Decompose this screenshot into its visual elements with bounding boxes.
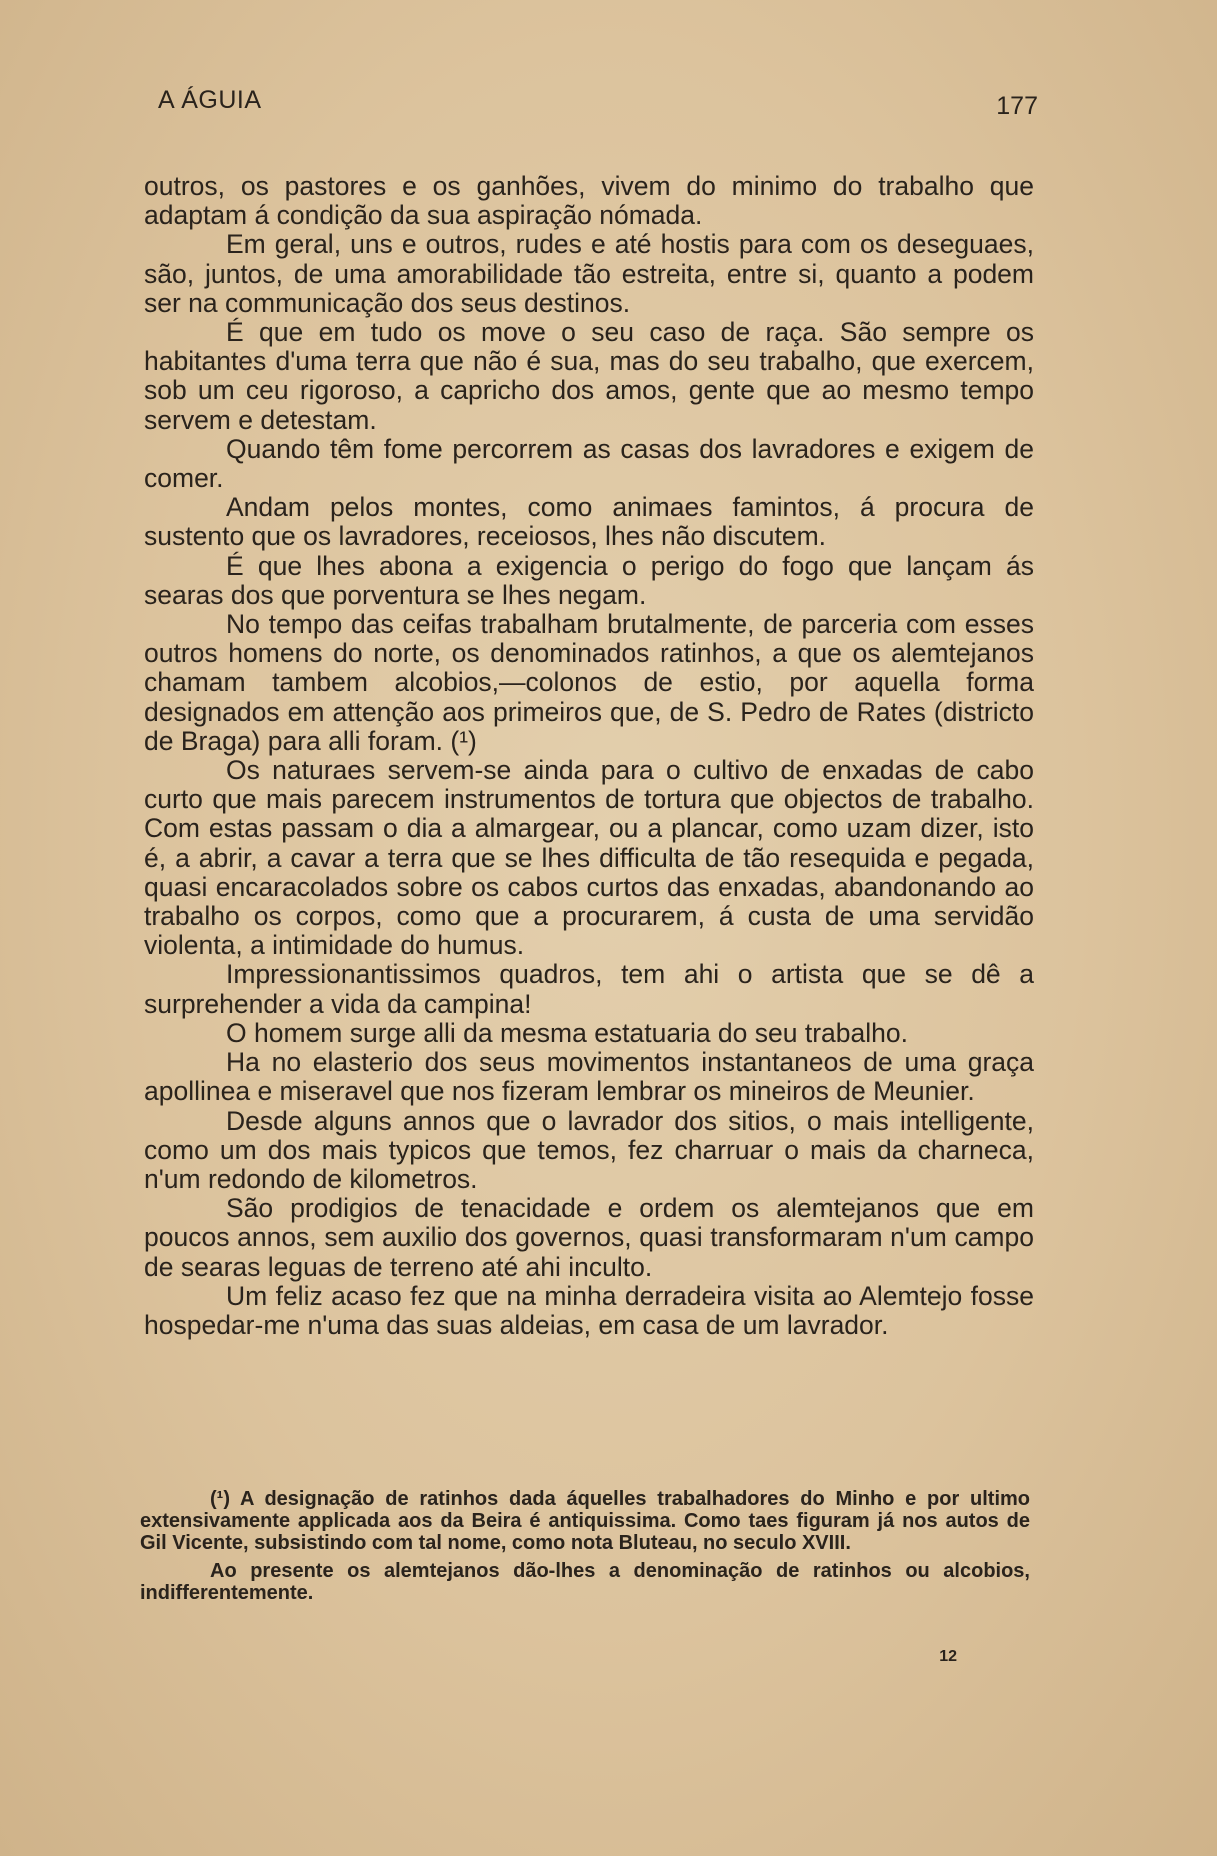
paragraph: São prodigios de tenacidade e ordem os alemtejanos que em poucos annos, sem auxilio dos governos, quasi transformaram n'um campo de searas leguas de terreno até ahi inculto. — [144, 1193, 1034, 1282]
footnote: Ao presente os alemtejanos dão-lhes a denominação de ratinhos ou alcobios, indifferentemente. — [140, 1560, 1030, 1604]
paragraph: Quando têm fome percorrem as casas dos lavradores e exigem de comer. — [144, 433, 1034, 494]
body-text — [144, 172, 1034, 1340]
paragraph: No tempo das ceifas trabalham brutalmente, de parceria com esses outros homens do norte, os denominados ratinhos, a que os alemtejanos chamam tambem alcobios,—colonos de estio, por aquella forma designados em attenção aos primeiros que, de S. Pedro de Rates (districto de Braga) para alli foram. (¹) — [144, 609, 1034, 756]
paragraph: É que lhes abona a exigencia o perigo do fogo que lançam ás searas dos que porventura se lhes negam. — [144, 550, 1034, 610]
paragraph: Andam pelos montes, como animaes famintos, á procura de sustento que os lavradores, receiosos, lhes não discutem. — [144, 492, 1034, 552]
paragraph: Os naturaes servem-se ainda para o cultivo de enxadas de cabo curto que mais parecem instrumentos de tortura que objectos de trabalho. Com estas passam o dia a almargear, ou a plancar, como uzam dizer, isto é, a abrir, a cavar a terra que se lhes difficulta de tão resequida e pegada, quasi encaracolados sobre os cabos curtos das enxadas, abandonando ao trabalho os corpos, como que a procurarem, á custa de uma servidão violenta, a intimidade do humus. — [144, 755, 1034, 961]
running-head — [158, 86, 1038, 126]
paragraph: outros, os pastores e os ganhões, vivem do minimo do trabalho que adaptam á condição da sua aspiração nómada. — [144, 171, 1034, 231]
paragraph: É que em tudo os move o seu caso de raça. São sempre os habitantes d'uma terra que não é sua, mas do seu trabalho, que exercem, sob um ceu rigoroso, a capricho dos amos, gente que ao mesmo tempo servem e detestam. — [144, 317, 1034, 435]
paragraph: Ha no elasterio dos seus movimentos instantaneos de uma graça apollinea e miseravel que nos fizeram lembrar os mineiros de Meunier. — [144, 1047, 1034, 1107]
paragraph: Um feliz acaso fez que na minha derradeira visita ao Alemtejo fosse hospedar-me n'uma das suas aldeias, em casa de um lavrador. — [144, 1280, 1034, 1340]
footnote: (¹) A designação de ratinhos dada áquelles trabalhadores do Minho e por ultimo extensivamente applicada aos da Beira é antiquissima. Como taes figuram já nos autos de Gil Vicente, subsistindo com tal nome, como nota Bluteau, no seculo XVIII. — [140, 1488, 1030, 1554]
paragraph: O homem surge alli da mesma estatuaria do seu trabalho. — [226, 1017, 908, 1048]
footnotes — [140, 1488, 1030, 1610]
paragraph: Desde alguns annos que o lavrador dos sitios, o mais intelligente, como um dos mais typicos que temos, fez charruar o mais da charneca, n'um redondo de kilometros. — [144, 1105, 1034, 1194]
signature-mark: 12 — [939, 1648, 957, 1665]
paragraph: Em geral, uns e outros, rudes e até hostis para com os deseguaes, são, juntos, de uma amorabilidade tão estreita, entre si, quanto a podem ser na communicação dos seus destinos. — [144, 229, 1034, 318]
paragraph: Impressionantissimos quadros, tem ahi o artista que se dê a surprehender a vida da campina! — [144, 959, 1034, 1019]
page-number: 177 — [996, 92, 1038, 120]
journal-title: A ÁGUIA — [158, 86, 262, 114]
